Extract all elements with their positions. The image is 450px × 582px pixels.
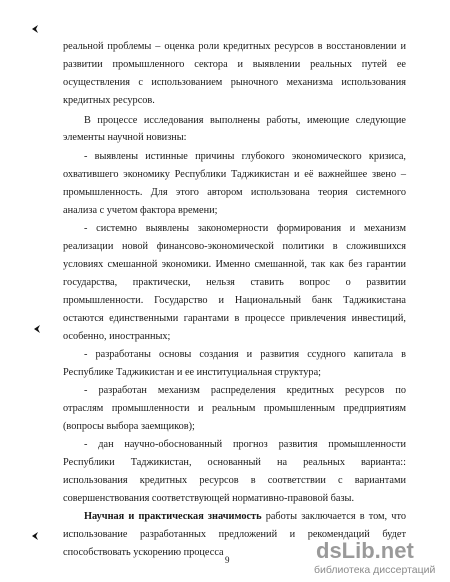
text-line: развитии промышленного сектора и выявлении реальных путей ее	[63, 59, 406, 70]
text-line: охватившего экономику Республики Таджикистан и её важнейшее звено –	[63, 169, 406, 180]
text-line: осуществления с использованием рыночного механизма использования	[63, 77, 406, 88]
text-line: отраслям промышленности и реальным промышленным предприятиям	[63, 403, 406, 414]
significance-paragraph-line	[84, 510, 406, 523]
page-number: 9	[225, 555, 230, 565]
margin-mark-icon	[33, 324, 41, 334]
text-line: анализа с учетом фактора времени;	[63, 205, 218, 216]
text-line: реализации новой финансово-экономической политики в сложившихся	[63, 241, 406, 252]
text-line: использование разработанных предложений и рекомендаций будет	[63, 529, 406, 540]
watermark-logo: dsLib.net	[316, 538, 414, 563]
text-line: элементы научной новизны:	[63, 132, 187, 143]
watermark	[308, 536, 450, 582]
watermark-tagline: библиотека диссертаций	[314, 564, 436, 576]
significance-text: работы заключается в том, что	[261, 511, 406, 522]
text-line: совершенствования соответствующей нормативно-правовой базы.	[63, 493, 355, 504]
text-line: промышленность. Для этого автором использована теория системного	[63, 187, 406, 198]
text-line: - разработаны основы создания и развития ссудного капитала в	[84, 349, 406, 360]
text-line: В процессе исследования выполнены работы, имеющие следующие	[84, 115, 406, 126]
text-line: способствовать ускорению процесса	[63, 547, 224, 558]
text-line: реальной проблемы – оценка роли кредитных ресурсов в восстановлении и	[63, 41, 406, 52]
text-line: промышленности. Государство и Национальный банк Таджикистана	[63, 295, 406, 306]
text-line: условиях смешанной экономики. Именно смешанной, так как без гарантии	[63, 259, 406, 270]
text-line: Республики Таджикистан, основанный на реальных варианта::	[63, 457, 406, 468]
significance-heading: Научная и практическая значимость	[84, 511, 262, 522]
text-line: особенно, иностранных;	[63, 331, 171, 342]
text-line: - разработан механизм распределения кредитных ресурсов по	[84, 385, 406, 396]
text-line: остаются единственными гарантами в процессе привлечения инвестиций,	[63, 313, 406, 324]
text-line: - дан научно-обоснованный прогноз развития промышленности	[84, 439, 406, 450]
text-line: государства, практически, нельзя ставить вопрос о развитии	[63, 277, 406, 288]
text-line: кредитных ресурсов.	[63, 95, 155, 106]
text-line: (вопросы выбора заемщиков);	[63, 421, 195, 432]
text-line: - выявлены истинные причины глубокого экономического кризиса,	[84, 151, 406, 162]
text-line: - системно выявлены закономерности формирования и механизм	[84, 223, 406, 234]
text-line: использования кредитных ресурсов в соответствии с вариантами	[63, 475, 406, 486]
margin-mark-icon	[31, 24, 39, 34]
text-line: Республике Таджикистан и ее институциальная структура;	[63, 367, 321, 378]
margin-mark-icon	[31, 531, 39, 541]
